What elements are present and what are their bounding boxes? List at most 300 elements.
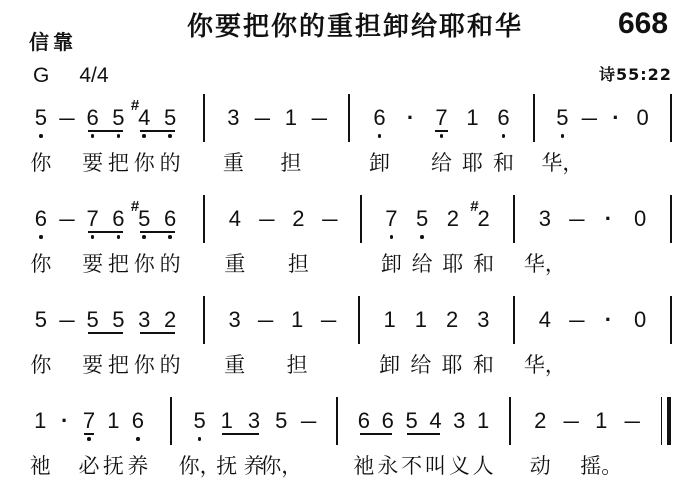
note — [80, 106, 106, 178]
note-group — [593, 207, 625, 279]
lyric: 养 — [243, 454, 265, 478]
sharp-sign: # — [470, 198, 479, 215]
beamed-note-group — [80, 308, 132, 380]
note-group — [282, 308, 313, 380]
note-number: 7 — [435, 105, 448, 130]
measure — [28, 409, 170, 481]
note-group — [54, 106, 80, 178]
note — [28, 106, 54, 178]
category-label: 信靠 — [29, 30, 77, 54]
low-octave-dot — [87, 437, 91, 441]
note-number: 6 — [381, 408, 394, 433]
beamed-note-group — [426, 106, 457, 178]
note-number: 5 — [193, 408, 206, 433]
measure — [28, 308, 203, 380]
hold-dash-symbol: — — [300, 408, 317, 433]
note-number: 6 — [373, 105, 386, 130]
lyric: 重 — [222, 151, 244, 175]
lyric: 卸 — [380, 252, 402, 276]
hold-dash-symbol: — — [568, 206, 585, 231]
note — [126, 409, 150, 481]
hold-dash-symbol: — — [624, 408, 640, 433]
note-group — [523, 307, 566, 380]
lyric: 你 — [30, 252, 52, 276]
measure — [172, 409, 336, 481]
hold-dash-symbol: — — [254, 105, 270, 130]
low-octave-dot — [91, 134, 95, 138]
note-number: 5 — [34, 307, 48, 332]
note-group — [248, 106, 277, 178]
rest-symbol: 0 — [636, 105, 649, 130]
lyric: 动 — [529, 454, 551, 478]
note-number: 5 — [405, 408, 418, 433]
note — [106, 308, 132, 380]
note-number: 1 — [414, 307, 427, 332]
note — [405, 308, 436, 380]
lyric: 华， — [523, 353, 566, 377]
note-number: 5 — [556, 105, 569, 130]
note-group — [305, 106, 334, 178]
measure — [28, 198, 203, 279]
augmentation-dot — [603, 106, 630, 178]
measure — [535, 106, 670, 178]
low-octave-dot — [420, 235, 424, 239]
lyric: 你 — [133, 353, 155, 377]
beamed-note-group — [352, 409, 400, 481]
low-octave-dot — [198, 437, 202, 441]
augmentation-dot-symbol: · — [604, 307, 613, 332]
note-group — [603, 106, 630, 178]
note — [277, 106, 306, 178]
lyric: 义 — [448, 454, 470, 478]
note — [130, 198, 157, 279]
hold-dash-symbol: — — [59, 206, 75, 231]
note-number: 4 — [538, 307, 551, 332]
augmentation-dot — [395, 106, 426, 178]
note-group — [52, 409, 76, 481]
note-group — [54, 207, 80, 279]
note — [80, 308, 106, 380]
note — [407, 207, 438, 279]
low-octave-dot — [561, 134, 565, 138]
lyric: 担 — [280, 151, 302, 175]
rest-symbol: 0 — [634, 206, 647, 231]
sharp-sign: # — [130, 198, 140, 215]
note-group — [28, 106, 54, 178]
augmentation-dot-symbol: · — [60, 408, 69, 433]
note — [157, 207, 183, 279]
hymn-number: 668 — [618, 7, 669, 40]
lyric: 华， — [523, 252, 566, 276]
note-number: 2 — [534, 408, 547, 433]
hold-dash-symbol: — — [59, 105, 75, 130]
note — [178, 408, 221, 481]
hold-dash — [250, 308, 281, 380]
note — [28, 308, 54, 380]
low-octave-dot — [39, 235, 43, 239]
note — [438, 207, 469, 279]
lyric: 把 — [107, 353, 129, 377]
note-number: 1 — [291, 307, 304, 332]
low-octave-dot — [39, 134, 43, 138]
note — [282, 308, 313, 380]
note — [523, 307, 566, 380]
note-group — [219, 308, 250, 380]
note — [80, 207, 106, 279]
lyric: 和 — [473, 252, 495, 276]
measure — [350, 106, 533, 178]
augmentation-dot — [52, 409, 76, 481]
score-line — [28, 308, 672, 380]
note — [106, 106, 132, 178]
note — [525, 409, 556, 481]
lyric: 的 — [159, 252, 181, 276]
note — [488, 106, 519, 178]
hold-dash — [295, 409, 322, 481]
note-number: 6 — [497, 105, 510, 130]
low-octave-dot — [390, 235, 394, 239]
note-number: 7 — [86, 206, 99, 231]
note-number: 6 — [86, 105, 99, 130]
lyric: 重 — [224, 353, 246, 377]
note-group — [395, 106, 426, 178]
hold-dash — [54, 308, 80, 380]
note-number: 2 — [446, 206, 459, 231]
note-group — [541, 105, 584, 178]
lyric: 你 — [30, 353, 52, 377]
lyric: 耶 — [442, 252, 464, 276]
note-number: 1 — [383, 307, 396, 332]
note — [364, 106, 395, 178]
note — [376, 207, 407, 279]
hold-dash-symbol: — — [322, 206, 338, 231]
note-number: 6 — [112, 206, 125, 231]
note — [213, 409, 240, 481]
score-line — [28, 198, 672, 279]
lyric: 要 — [82, 252, 104, 276]
lyric: 你 — [133, 252, 155, 276]
barline — [670, 296, 672, 344]
note-number: 1 — [107, 408, 120, 433]
note-group — [28, 207, 54, 279]
note — [219, 308, 250, 380]
note — [468, 198, 499, 279]
note — [424, 409, 448, 481]
note-number: 4 — [429, 408, 442, 433]
hold-dash — [561, 207, 593, 279]
note-number: 3 — [228, 307, 241, 332]
note-number: 2 — [163, 307, 177, 332]
hold-dash-symbol: — — [258, 206, 275, 231]
note-group — [376, 207, 407, 279]
lyric: 不 — [401, 454, 423, 478]
beamed-note-group — [400, 409, 448, 481]
note — [130, 97, 157, 178]
lyric: 抚 — [102, 454, 124, 478]
lyric: 的 — [159, 353, 181, 377]
note-group — [364, 106, 395, 178]
note-number: 3 — [227, 105, 240, 130]
hold-dash — [314, 207, 346, 279]
note — [468, 308, 499, 380]
hold-dash-symbol: — — [581, 105, 597, 130]
measure — [205, 308, 358, 380]
lyric: 人 — [472, 454, 494, 478]
note-number: 1 — [220, 408, 233, 433]
note — [541, 105, 584, 178]
note-number: 5 — [163, 105, 177, 130]
lyric: 你， — [178, 454, 221, 478]
measure — [515, 308, 670, 380]
note-number: 3 — [477, 307, 490, 332]
note-group — [576, 106, 603, 178]
note-group — [219, 207, 251, 279]
lyric: 担 — [287, 252, 309, 276]
measure — [515, 207, 670, 279]
score-line — [28, 409, 671, 481]
note — [447, 409, 471, 481]
note-group — [101, 409, 125, 481]
note-group — [593, 308, 625, 380]
note-number: 2 — [292, 206, 305, 231]
note-number: 5 — [112, 307, 125, 332]
note-group — [54, 308, 80, 380]
lyric: 抚 — [216, 454, 238, 478]
hold-dash — [561, 308, 593, 380]
note-group — [295, 409, 322, 481]
beamed-note-group — [80, 106, 132, 178]
lyric: 卸 — [379, 353, 401, 377]
note-group — [561, 308, 593, 380]
note-group — [471, 409, 495, 481]
note — [260, 408, 303, 481]
note — [400, 409, 424, 481]
lyric: 祂 — [353, 454, 375, 478]
note-number: 4 — [228, 206, 241, 231]
measure — [28, 97, 203, 178]
lyric: 你 — [30, 151, 52, 175]
note-number: 7 — [385, 206, 398, 231]
lyric: 叫 — [424, 454, 446, 478]
rest — [624, 308, 656, 380]
note — [219, 106, 248, 178]
beamed-note-group — [80, 207, 132, 279]
low-octave-dot — [142, 134, 146, 138]
rest — [624, 207, 656, 279]
note-number: 6 — [163, 206, 177, 231]
low-octave-dot — [168, 235, 172, 239]
note-number: 2 — [477, 206, 490, 231]
barline — [670, 94, 672, 142]
note-number: 1 — [476, 408, 490, 433]
note — [283, 207, 315, 279]
key-time-signature — [33, 64, 109, 88]
note — [374, 308, 405, 380]
hymn-title: 你要把你的重担卸给耶和华 — [186, 12, 523, 42]
lyric: 把 — [107, 252, 129, 276]
note-number: 1 — [34, 408, 47, 433]
note-number: 6 — [357, 408, 371, 433]
lyric: 养 — [127, 454, 149, 478]
rest — [629, 106, 656, 178]
measure — [338, 409, 509, 481]
lyric: 给 — [410, 353, 432, 377]
note — [28, 409, 52, 481]
sharp-sign: # — [130, 97, 140, 114]
hold-dash-symbol: — — [563, 408, 579, 433]
note-group — [617, 409, 648, 481]
note-number: 2 — [446, 307, 459, 332]
measure — [205, 106, 348, 178]
note — [219, 207, 251, 279]
note — [426, 106, 457, 178]
hold-dash — [576, 106, 603, 178]
augmentation-dot-symbol: · — [406, 105, 415, 130]
note-group — [314, 207, 346, 279]
beamed-note-group — [77, 409, 101, 481]
lyric: 要 — [82, 353, 104, 377]
scripture-reference: 诗55:22 — [599, 65, 672, 84]
lyric: 给 — [431, 151, 452, 175]
note-group — [277, 106, 306, 178]
note-group — [624, 308, 656, 380]
note-group — [283, 207, 315, 279]
hold-dash-symbol: — — [568, 307, 585, 332]
note-group — [561, 207, 593, 279]
measure — [205, 207, 360, 279]
lyric: 重 — [224, 252, 246, 276]
note-group — [468, 198, 499, 279]
note-group — [28, 409, 52, 481]
note-group — [260, 408, 303, 481]
note-group — [525, 409, 556, 481]
note-number: 5 — [34, 105, 48, 130]
hold-dash — [305, 106, 334, 178]
note-group — [580, 408, 623, 481]
note-group — [457, 106, 488, 178]
hold-dash-symbol: — — [320, 307, 337, 332]
note-number: 1 — [595, 408, 608, 433]
low-octave-dot — [440, 134, 444, 138]
note-group — [405, 308, 436, 380]
score-line — [28, 97, 672, 178]
lyric: 和 — [493, 151, 514, 175]
note-number: 1 — [466, 105, 479, 130]
key-signature: G — [33, 64, 50, 87]
note — [352, 409, 376, 481]
final-barline — [661, 397, 671, 445]
note-group — [447, 409, 471, 481]
lyric: 永 — [377, 454, 399, 478]
augmentation-dot-symbol: · — [612, 105, 620, 130]
note-number: 6 — [34, 206, 48, 231]
note — [471, 409, 495, 481]
augmentation-dot — [593, 207, 625, 279]
note-group — [488, 106, 519, 178]
note-group — [523, 206, 566, 279]
note — [523, 206, 566, 279]
note-group — [28, 308, 54, 380]
beamed-note-group — [130, 97, 183, 178]
lyric: 的 — [159, 151, 181, 175]
hold-dash — [313, 308, 344, 380]
note — [437, 308, 468, 380]
note — [376, 409, 400, 481]
barline — [670, 195, 672, 243]
note-group — [219, 106, 248, 178]
lyric: 摇。 — [580, 454, 623, 478]
time-signature: 4/4 — [79, 64, 109, 87]
note — [28, 207, 54, 279]
lyric: 给 — [411, 252, 433, 276]
measure — [360, 308, 513, 380]
hold-dash-symbol: — — [59, 307, 75, 332]
low-octave-dot — [378, 134, 382, 138]
hold-dash — [54, 207, 80, 279]
note-group — [438, 207, 469, 279]
hold-dash — [617, 409, 648, 481]
note-group — [437, 308, 468, 380]
lyric: 和 — [472, 353, 494, 377]
measure — [511, 409, 661, 481]
note-number: 5 — [138, 206, 151, 231]
note-number: 6 — [131, 408, 144, 433]
note-group — [250, 308, 281, 380]
hold-dash — [251, 207, 283, 279]
note-number: 5 — [416, 206, 429, 231]
augmentation-dot-symbol: · — [604, 206, 613, 231]
note — [106, 207, 132, 279]
note-number: 5 — [86, 307, 99, 332]
note-number: 7 — [82, 408, 96, 433]
low-octave-dot — [117, 235, 121, 239]
low-octave-dot — [117, 134, 121, 138]
note-group — [313, 308, 344, 380]
note — [457, 106, 488, 178]
lyric: 要 — [82, 151, 104, 175]
lyric: 你 — [133, 151, 155, 175]
lyric: 华， — [541, 151, 584, 175]
measure — [362, 198, 513, 279]
lyric: 必 — [78, 454, 100, 478]
note-group — [126, 409, 150, 481]
note-number: 3 — [138, 307, 151, 332]
augmentation-dot — [593, 308, 625, 380]
note-group — [178, 408, 221, 481]
lyric: 卸 — [369, 151, 390, 175]
note-number: 3 — [453, 408, 466, 433]
note-number: 5 — [112, 105, 125, 130]
lyric: 耶 — [462, 151, 483, 175]
lyric: 把 — [107, 151, 129, 175]
note-group — [374, 308, 405, 380]
beamed-note-group — [130, 198, 183, 279]
beamed-note-group — [131, 308, 183, 380]
hold-dash — [54, 106, 80, 178]
hold-dash-symbol: — — [258, 307, 274, 332]
hold-dash — [248, 106, 277, 178]
note-number: 3 — [538, 206, 551, 231]
note-group — [407, 207, 438, 279]
lyric: 耶 — [441, 353, 463, 377]
note-number: 4 — [138, 105, 151, 130]
low-octave-dot — [502, 134, 506, 138]
lyric: 祂 — [29, 454, 51, 478]
lyric: 担 — [286, 353, 308, 377]
note-number: 5 — [275, 408, 288, 433]
low-octave-dot — [168, 134, 172, 138]
low-octave-dot — [142, 235, 146, 239]
